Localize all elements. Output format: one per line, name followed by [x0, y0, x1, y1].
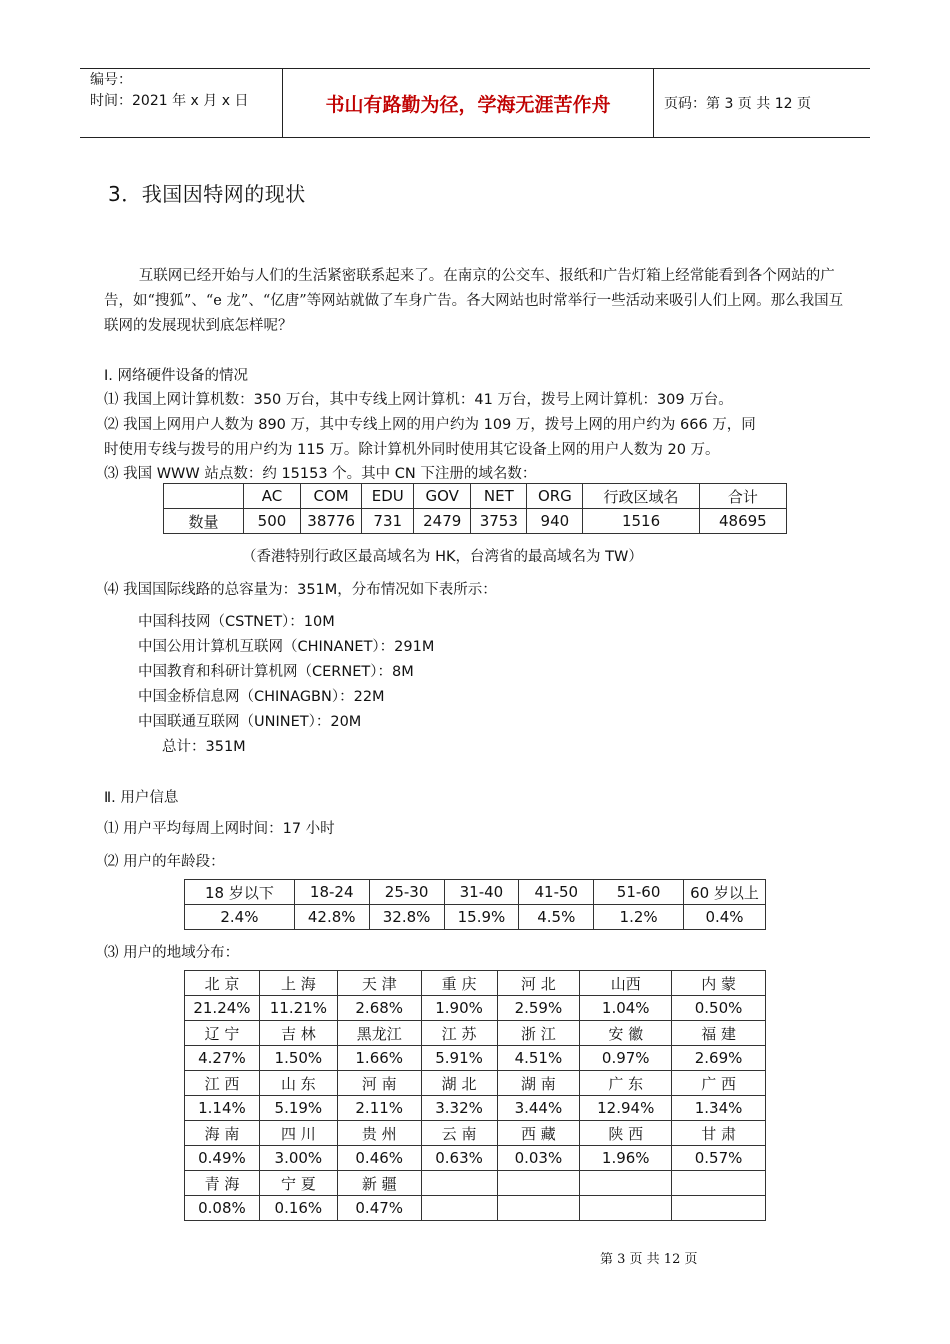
domain-header-cell: GOV	[414, 484, 471, 509]
domain-value-cell: 38776	[301, 509, 362, 534]
region-name-cell: 江 苏	[421, 1021, 497, 1046]
region-name-cell	[580, 1171, 672, 1196]
region-name-cell: 内 蒙	[672, 971, 766, 996]
region-value-cell	[672, 1196, 766, 1221]
domain-value-cell: 2479	[414, 509, 471, 534]
region-name-cell: 浙 江	[497, 1021, 580, 1046]
domain-value-cell: 3753	[471, 509, 527, 534]
part1-item2a: ⑵ 我国上网用户人数为 890 万，其中专线上网的用户约为 109 万，拨号上网的用户约为 666 万，同	[104, 417, 756, 433]
time-label: 时间：2021 年 x 月 x 日	[90, 93, 249, 109]
age-group-cell: 41-50	[519, 880, 594, 905]
age-group-cell: 60 岁以上	[683, 880, 765, 905]
region-value-cell: 4.27%	[185, 1046, 260, 1071]
domain-value-cell: 数量	[164, 509, 244, 534]
region-name-cell: 云 南	[421, 1121, 497, 1146]
region-name-cell: 江 西	[185, 1071, 260, 1096]
region-value-cell	[497, 1196, 580, 1221]
age-value-cell: 4.5%	[519, 905, 594, 930]
header-motto: 书山有路勤为径，学海无涯苦作舟	[282, 69, 654, 137]
region-value-row	[185, 1146, 766, 1171]
region-name-cell: 宁 夏	[259, 1171, 337, 1196]
line-item: 中国金桥信息网（CHINAGBN）：22M	[138, 689, 385, 705]
line-item: 中国教育和科研计算机网（CERNET）：8M	[138, 664, 414, 680]
region-name-cell: 天 津	[337, 971, 421, 996]
region-name-cell: 山 东	[259, 1071, 337, 1096]
region-name-cell: 青 海	[185, 1171, 260, 1196]
region-name-cell: 陕 西	[580, 1121, 672, 1146]
domain-value-cell: 48695	[699, 509, 786, 534]
age-value-cell: 42.8%	[294, 905, 369, 930]
region-name-cell: 山西	[580, 971, 672, 996]
region-name-cell: 黑龙江	[337, 1021, 421, 1046]
region-value-cell: 5.19%	[259, 1096, 337, 1121]
region-value-cell	[421, 1196, 497, 1221]
domain-header-cell: AC	[243, 484, 300, 509]
region-value-cell: 5.91%	[421, 1046, 497, 1071]
region-value-cell: 1.66%	[337, 1046, 421, 1071]
region-name-cell: 北 京	[185, 971, 260, 996]
age-table	[184, 879, 766, 930]
part1-item4: ⑷ 我国国际线路的总容量为：351M，分布情况如下表所示：	[104, 582, 497, 598]
age-group-cell: 18 岁以下	[185, 880, 295, 905]
domain-header-cell: 行政区域名	[583, 484, 699, 509]
region-value-cell: 3.32%	[421, 1096, 497, 1121]
region-value-cell: 1.50%	[259, 1046, 337, 1071]
region-value-cell: 1.04%	[580, 996, 672, 1021]
region-name-cell: 上 海	[259, 971, 337, 996]
age-value-cell: 2.4%	[185, 905, 295, 930]
region-name-cell: 辽 宁	[185, 1021, 260, 1046]
region-value-cell: 4.51%	[497, 1046, 580, 1071]
region-value-cell: 2.68%	[337, 996, 421, 1021]
region-value-cell: 1.14%	[185, 1096, 260, 1121]
region-name-cell	[421, 1171, 497, 1196]
region-value-cell: 2.69%	[672, 1046, 766, 1071]
region-table	[184, 970, 766, 1221]
region-name-row	[185, 971, 766, 996]
region-name-row	[185, 1071, 766, 1096]
part2-item3: ⑶ 用户的地域分布：	[104, 945, 240, 961]
part2-item1: ⑴ 用户平均每周上网时间：17 小时	[104, 821, 335, 837]
region-name-cell: 河 北	[497, 971, 580, 996]
page-footer: 第 3 页 共 12 页	[600, 1252, 698, 1267]
part1-heading: Ⅰ. 网络硬件设备的情况	[104, 368, 248, 384]
age-value-cell: 15.9%	[444, 905, 519, 930]
region-name-cell: 广 西	[672, 1071, 766, 1096]
intro-paragraph: 互联网已经开始与人们的生活紧密联系起来了。在南京的公交车、报纸和广告灯箱上经常能看到各个网站的广告，如“搜狐”、“e 龙”、“亿唐”等网站就做了车身广告。各大网站也时常举行一些活动来吸引人们上网。那么我国互联网的发展现状到底怎样呢？	[104, 268, 844, 334]
region-value-cell: 1.34%	[672, 1096, 766, 1121]
domain-value-cell: 731	[362, 509, 414, 534]
region-value-cell: 0.49%	[185, 1146, 260, 1171]
part1-item3: ⑶ 我国 WWW 站点数：约 15153 个。其中 CN 下注册的域名数：	[104, 466, 537, 482]
domain-header-cell: 合计	[699, 484, 786, 509]
domain-value-cell: 1516	[583, 509, 699, 534]
region-name-cell	[672, 1171, 766, 1196]
region-name-cell: 重 庆	[421, 971, 497, 996]
domain-header-cell	[164, 484, 244, 509]
region-name-cell: 甘 肃	[672, 1121, 766, 1146]
age-group-cell: 25-30	[369, 880, 444, 905]
region-name-row	[185, 1121, 766, 1146]
part1-item1: ⑴ 我国上网计算机数：350 万台，其中专线上网计算机：41 万台，拨号上网计算机：309 万台。	[104, 392, 733, 408]
line-item: 中国公用计算机互联网（CHINANET）：291M	[138, 639, 435, 655]
age-group-cell: 18-24	[294, 880, 369, 905]
region-value-cell: 1.90%	[421, 996, 497, 1021]
region-name-cell: 安 徽	[580, 1021, 672, 1046]
domain-header-row	[164, 484, 787, 509]
domain-value-row	[164, 509, 787, 534]
region-name-row	[185, 1021, 766, 1046]
age-value-cell: 0.4%	[683, 905, 765, 930]
line-item: 中国联通互联网（UNINET）：20M	[138, 714, 362, 730]
domain-header-cell: COM	[301, 484, 362, 509]
region-name-cell: 西 藏	[497, 1121, 580, 1146]
region-value-cell: 21.24%	[185, 996, 260, 1021]
domain-value-cell: 940	[527, 509, 583, 534]
lines-total: 总计：351M	[162, 739, 246, 755]
domain-table	[163, 483, 787, 534]
region-name-cell: 广 东	[580, 1071, 672, 1096]
region-value-cell: 0.08%	[185, 1196, 260, 1221]
region-name-cell	[497, 1171, 580, 1196]
region-table-body	[185, 971, 766, 1221]
region-value-cell: 0.63%	[421, 1146, 497, 1171]
region-value-cell: 0.16%	[259, 1196, 337, 1221]
region-value-cell: 0.50%	[672, 996, 766, 1021]
region-value-cell: 11.21%	[259, 996, 337, 1021]
region-name-cell: 湖 北	[421, 1071, 497, 1096]
header-page-label: 页码：第 3 页 共 12 页	[664, 96, 811, 112]
region-value-row	[185, 1096, 766, 1121]
domain-note: （香港特别行政区最高域名为 HK，台湾省的最高域名为 TW）	[242, 549, 643, 565]
region-value-cell: 12.94%	[580, 1096, 672, 1121]
age-group-cell: 51-60	[594, 880, 684, 905]
domain-header-cell: NET	[471, 484, 527, 509]
line-item: 中国科技网（CSTNET）：10M	[138, 614, 335, 630]
region-value-cell: 3.44%	[497, 1096, 580, 1121]
region-value-row	[185, 996, 766, 1021]
region-value-cell	[580, 1196, 672, 1221]
age-value-row	[185, 905, 766, 930]
region-name-cell: 河 南	[337, 1071, 421, 1096]
region-name-cell: 福 建	[672, 1021, 766, 1046]
region-value-cell: 1.96%	[580, 1146, 672, 1171]
region-name-row	[185, 1171, 766, 1196]
header-meta	[80, 69, 282, 137]
domain-header-cell: ORG	[527, 484, 583, 509]
region-value-cell: 0.47%	[337, 1196, 421, 1221]
region-name-cell: 四 川	[259, 1121, 337, 1146]
page-header	[80, 68, 870, 138]
domain-header-cell: EDU	[362, 484, 414, 509]
region-value-cell: 2.59%	[497, 996, 580, 1021]
region-name-cell: 贵 州	[337, 1121, 421, 1146]
region-value-row	[185, 1196, 766, 1221]
number-label: 编号：	[90, 72, 132, 88]
region-name-cell: 新 疆	[337, 1171, 421, 1196]
region-value-cell: 2.11%	[337, 1096, 421, 1121]
region-value-cell: 0.03%	[497, 1146, 580, 1171]
age-group-row	[185, 880, 766, 905]
region-name-cell: 湖 南	[497, 1071, 580, 1096]
part2-heading: Ⅱ. 用户信息	[104, 790, 179, 806]
region-name-cell: 吉 林	[259, 1021, 337, 1046]
region-value-cell: 3.00%	[259, 1146, 337, 1171]
region-value-cell: 0.46%	[337, 1146, 421, 1171]
age-value-cell: 32.8%	[369, 905, 444, 930]
part1-item2b: 时使用专线与拨号的用户约为 115 万。除计算机外同时使用其它设备上网的用户人数为 20 万。	[104, 442, 720, 458]
section-title: 3．我国因特网的现状	[108, 182, 306, 206]
region-value-cell: 0.97%	[580, 1046, 672, 1071]
region-value-row	[185, 1046, 766, 1071]
part2-item2: ⑵ 用户的年龄段：	[104, 854, 225, 870]
domain-value-cell: 500	[243, 509, 300, 534]
age-group-cell: 31-40	[444, 880, 519, 905]
age-value-cell: 1.2%	[594, 905, 684, 930]
region-value-cell: 0.57%	[672, 1146, 766, 1171]
region-name-cell: 海 南	[185, 1121, 260, 1146]
